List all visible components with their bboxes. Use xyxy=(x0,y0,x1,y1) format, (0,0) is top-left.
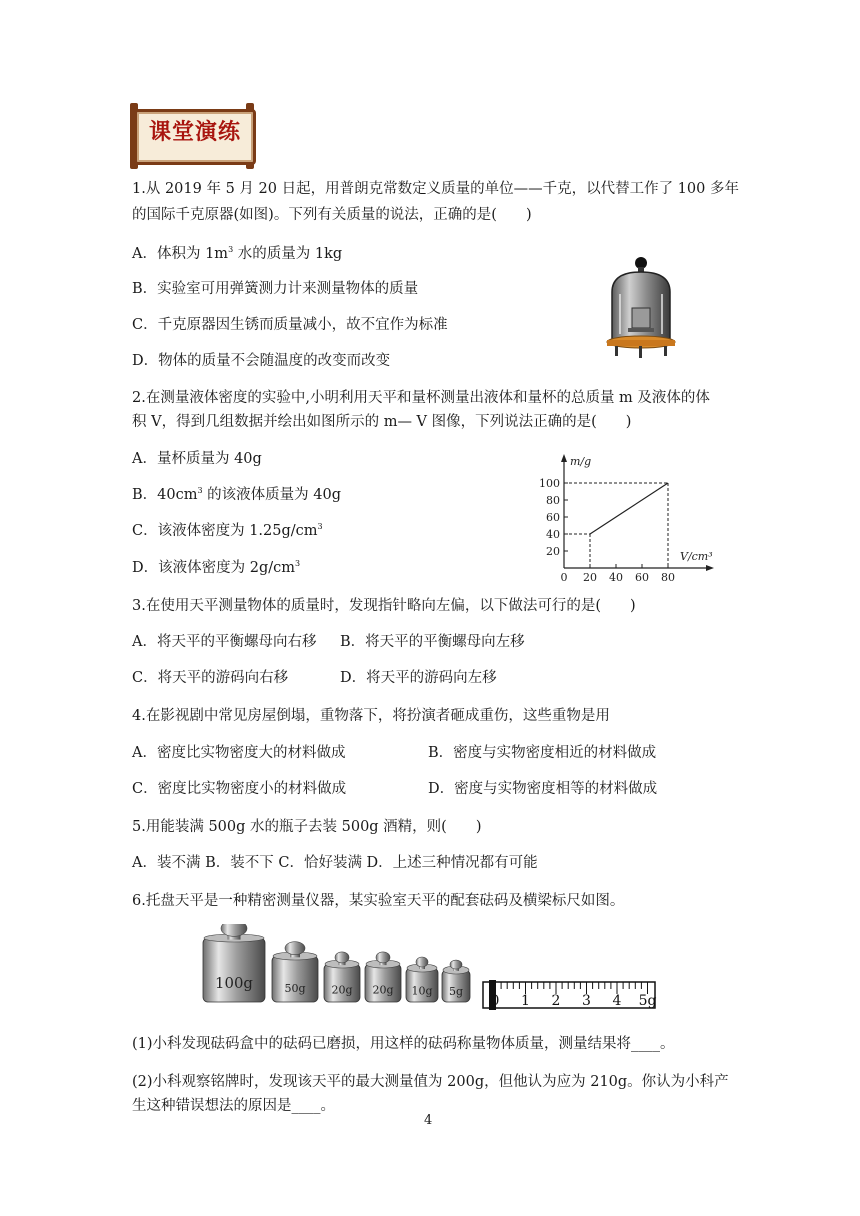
weight-100g-0 xyxy=(203,924,265,1002)
weight-label: 5g xyxy=(448,984,464,998)
weight-5g-5 xyxy=(442,960,470,1002)
q3-option-b: B．将天平的平衡螺母向左移 xyxy=(340,634,525,650)
q6-sub2-line2: 生这种错误想法的原因是____。 xyxy=(132,1098,335,1114)
q4-option-d: D．密度与实物密度相等的材料做成 xyxy=(428,781,658,797)
q1-line2: 的国际千克原器(如图)。下列有关质量的说法，正确的是( ) xyxy=(132,207,532,223)
q4-stem: 4.在影视剧中常见房屋倒塌，重物落下，将扮演者砸成重伤，这些重物是用 xyxy=(132,708,610,724)
x-axis-label: V/cm³ xyxy=(680,550,713,563)
y-tick-label: 100 xyxy=(539,477,560,490)
q4-option-a: A．密度比实物密度大的材料做成 xyxy=(132,745,346,761)
weight-label: 50g xyxy=(284,981,306,995)
q1-line1: 1.从 2019 年 5 月 20 日起，用普朗克常数定义质量的单位——千克，以代替工作了 100 多年 xyxy=(132,181,739,197)
y-tick-label: 60 xyxy=(546,511,560,524)
weight-10g-4 xyxy=(406,957,438,1002)
ruler-tick-label: 3 xyxy=(582,993,591,1009)
y-tick-label: 80 xyxy=(546,494,560,507)
q2-option-c: C．该液体密度为 $1.25g/cm^3$ xyxy=(132,522,323,539)
q1-option-c: C．千克原器因生锈而质量减小，故不宜作为标准 xyxy=(132,317,448,333)
balance-ruler xyxy=(483,980,656,1010)
q5-stem: 5.用能装满 500g 水的瓶子去装 500g 酒精，则( ) xyxy=(132,819,482,835)
ruler-tick-label: 2 xyxy=(551,993,561,1009)
weight-label: 100g xyxy=(215,973,253,992)
section-banner xyxy=(130,103,256,169)
q6-sub2-line1: (2)小科观察铭牌时，发现该天平的最大测量值为 200g，但他认为应为 210g。你认为小科产 xyxy=(132,1074,729,1090)
q3-option-c: C．将天平的游码向右移 xyxy=(132,670,289,686)
kilogram-prototype-image xyxy=(602,254,680,360)
x-axis-arrow xyxy=(706,565,714,571)
q6-stem: 6.托盘天平是一种精密测量仪器，某实验室天平的配套砝码及横梁标尺如图。 xyxy=(132,893,625,909)
q1-option-a: A．体积为 $1m^3$ 水的质量为 1kg xyxy=(132,245,343,262)
series-line xyxy=(590,483,668,534)
x-tick-label: 80 xyxy=(661,571,675,584)
q6-sub1: (1)小科发现砝码盒中的砝码已磨损，用这样的砝码称量物体质量，测量结果将____。 xyxy=(132,1036,675,1052)
weight-label: 20g xyxy=(372,983,394,997)
q3-stem: 3.在使用天平测量物体的质量时，发现指针略向左偏，以下做法可行的是( ) xyxy=(132,598,636,614)
q4-option-c: C．密度比实物密度小的材料做成 xyxy=(132,781,347,797)
q3-option-a: A．将天平的平衡螺母向右移 xyxy=(132,634,317,650)
q2-line1: 2.在测量液体密度的实验中,小明利用天平和量杯测量出液体和量杯的总质量 m 及液体的体 xyxy=(132,390,710,406)
ruler-tick-label: 0 xyxy=(490,993,500,1009)
ruler-tick-label: 5g xyxy=(638,993,657,1009)
q3-option-d: D．将天平的游码向左移 xyxy=(340,670,497,686)
q1-option-d: D．物体的质量不会随温度的改变而改变 xyxy=(132,353,391,369)
y-axis-label: m/g xyxy=(570,455,592,468)
ruler-tick-label: 1 xyxy=(521,993,530,1009)
weight-50g-1 xyxy=(272,942,318,1002)
y-tick-label: 20 xyxy=(546,545,560,558)
q5-options: A．装不满 B．装不下 C．恰好装满 D．上述三种情况都有可能 xyxy=(132,855,538,871)
y-axis-arrow xyxy=(561,454,567,462)
y-tick-label: 40 xyxy=(546,528,560,541)
weight-20g-3 xyxy=(365,952,401,1002)
q2-line2: 积 V，得到几组数据并绘出如图所示的 m— V 图像，下列说法正确的是( ) xyxy=(132,414,632,430)
x-tick-label: 20 xyxy=(583,571,597,584)
section-title: 课堂演练 xyxy=(148,120,241,145)
ruler-tick-label: 4 xyxy=(612,993,622,1009)
q2-option-d: D．该液体密度为 $2g/cm^3$ xyxy=(132,559,301,576)
x-tick-label: 0 xyxy=(560,571,568,584)
q2-option-b: B．$40cm^3$ 的该液体质量为 40g xyxy=(132,486,342,503)
x-tick-label: 60 xyxy=(635,571,649,584)
q1-option-b: B．实验室可用弹簧测力计来测量物体的质量 xyxy=(132,281,419,297)
weight-label: 20g xyxy=(331,983,353,997)
m-v-graph xyxy=(530,452,730,584)
q2-option-a: A．量杯质量为 40g xyxy=(132,451,262,467)
weight-20g-2 xyxy=(324,952,360,1002)
x-tick-label: 40 xyxy=(609,571,623,584)
weight-label: 10g xyxy=(411,984,433,998)
page-number: 4 xyxy=(424,1113,433,1128)
weights-and-ruler-figure xyxy=(200,924,662,1014)
q4-option-b: B．密度与实物密度相近的材料做成 xyxy=(428,745,657,761)
